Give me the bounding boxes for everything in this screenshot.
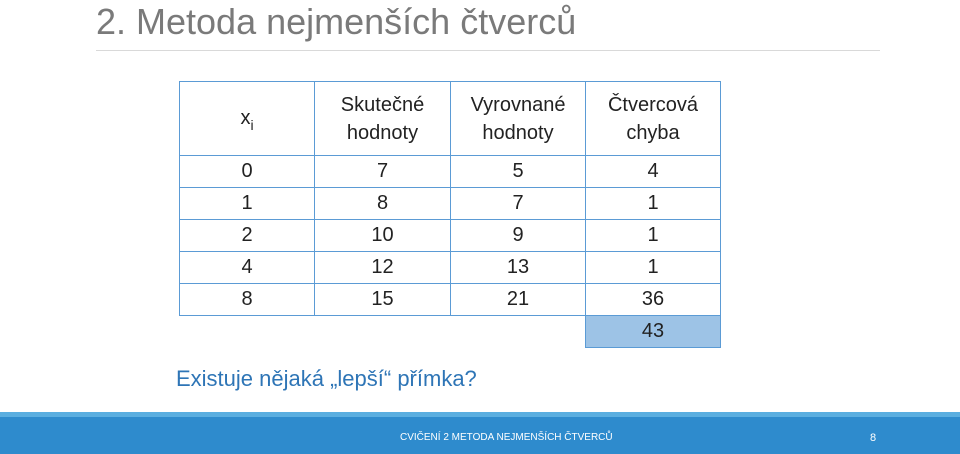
cell-x: 4	[180, 252, 315, 284]
header-squared-error	[586, 82, 721, 156]
cell-x: 0	[180, 156, 315, 188]
header-actual-line2: hodnoty	[346, 121, 419, 144]
empty-cell	[315, 316, 451, 348]
cell-error: 1	[586, 188, 721, 220]
cell-error: 1	[586, 220, 721, 252]
table-header-row	[180, 82, 721, 156]
table-row	[180, 252, 721, 284]
header-fitted	[451, 82, 586, 156]
least-squares-table	[179, 81, 721, 348]
cell-actual: 8	[315, 188, 451, 220]
page-number: 8	[870, 432, 877, 444]
cell-actual: 7	[315, 156, 451, 188]
header-x-subscript: i	[250, 117, 254, 133]
question-text: Existuje nějaká „lepší“ přímka?	[176, 366, 477, 391]
cell-error: 36	[586, 284, 721, 316]
cell-fitted: 13	[451, 252, 586, 284]
cell-x: 8	[180, 284, 315, 316]
header-fitted-line1: Vyrovnané	[470, 93, 566, 116]
cell-fitted: 9	[451, 220, 586, 252]
cell-error: 1	[586, 252, 721, 284]
footer-bar	[0, 412, 960, 454]
table-row	[180, 220, 721, 252]
table-row	[180, 156, 721, 188]
cell-fitted: 21	[451, 284, 586, 316]
table-total-row	[180, 316, 721, 348]
footer-accent-stripe	[0, 412, 960, 417]
header-error-line2: chyba	[626, 121, 680, 144]
header-x-symbol: x	[240, 107, 251, 129]
empty-cell	[451, 316, 586, 348]
cell-fitted: 5	[451, 156, 586, 188]
header-error-line1: Čtvercová	[607, 93, 699, 116]
cell-actual: 10	[315, 220, 451, 252]
slide-title: 2. Metoda nejmenších čtverců	[96, 1, 577, 42]
title-divider	[96, 50, 880, 51]
cell-fitted: 7	[451, 188, 586, 220]
table-row	[180, 284, 721, 316]
cell-x: 1	[180, 188, 315, 220]
cell-x: 2	[180, 220, 315, 252]
header-x	[180, 82, 315, 156]
table-row	[180, 188, 721, 220]
cell-actual: 15	[315, 284, 451, 316]
cell-error: 4	[586, 156, 721, 188]
header-actual	[315, 82, 451, 156]
empty-cell	[180, 316, 315, 348]
header-fitted-line2: hodnoty	[482, 121, 554, 144]
total-squared-error: 43	[586, 316, 721, 348]
header-actual-line1: Skutečné	[340, 93, 425, 116]
footer-title: CVIČENÍ 2 METODA NEJMENŠÍCH ČTVERCŮ	[400, 432, 613, 443]
cell-actual: 12	[315, 252, 451, 284]
